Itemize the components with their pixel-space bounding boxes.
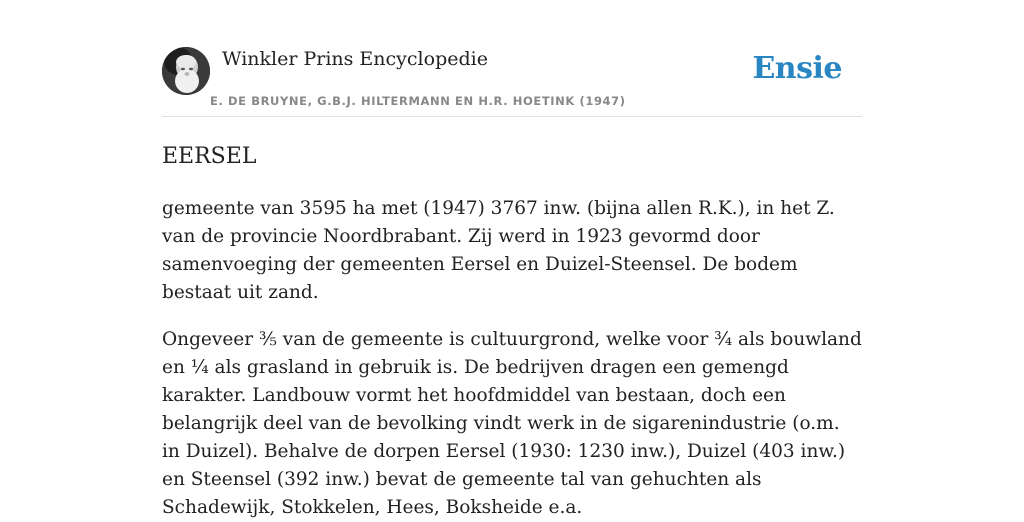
entry-paragraph-1: gemeente van 3595 ha met (1947) 3767 inw. (bijna allen R.K.), in het Z. van de provincie Noordbrabant. Zij werd in 1923 gevormd door samenvoeging der gemeenten Eersel en Duizel-Steensel. De bodem bestaat uit zand. xyxy=(162,198,835,303)
page xyxy=(162,0,862,522)
author-portrait-icon[interactable] xyxy=(162,47,210,95)
header xyxy=(162,0,862,117)
book-title[interactable]: Winkler Prins Encyclopedie xyxy=(222,48,488,70)
ensie-logo[interactable]: Ensie xyxy=(752,51,842,86)
entry-title: EERSEL xyxy=(162,144,257,169)
book-authors: E. DE BRUYNE, G.B.J. HILTERMANN EN H.R. HOETINK (1947) xyxy=(210,94,626,108)
entry-paragraph-2: Ongeveer ⅗ van de gemeente is cultuurgrond, welke voor ¾ als bouwland en ¼ als grasland in gebruik is. De bedrijven dragen een gemengd karakter. Landbouw vormt het hoofdmiddel van bestaan, doch een belangrijk deel van de bevolking vindt werk in de sigarenindustrie (o.m. in Duizel). Behalve de dorpen Eersel (1930: 1230 inw.), Duizel (403 inw.) en Steensel (392 inw.) bevat de gemeente tal van gehuchten als Schadewijk, Stokkelen, Hees, Boksheide e.a. xyxy=(162,329,862,518)
